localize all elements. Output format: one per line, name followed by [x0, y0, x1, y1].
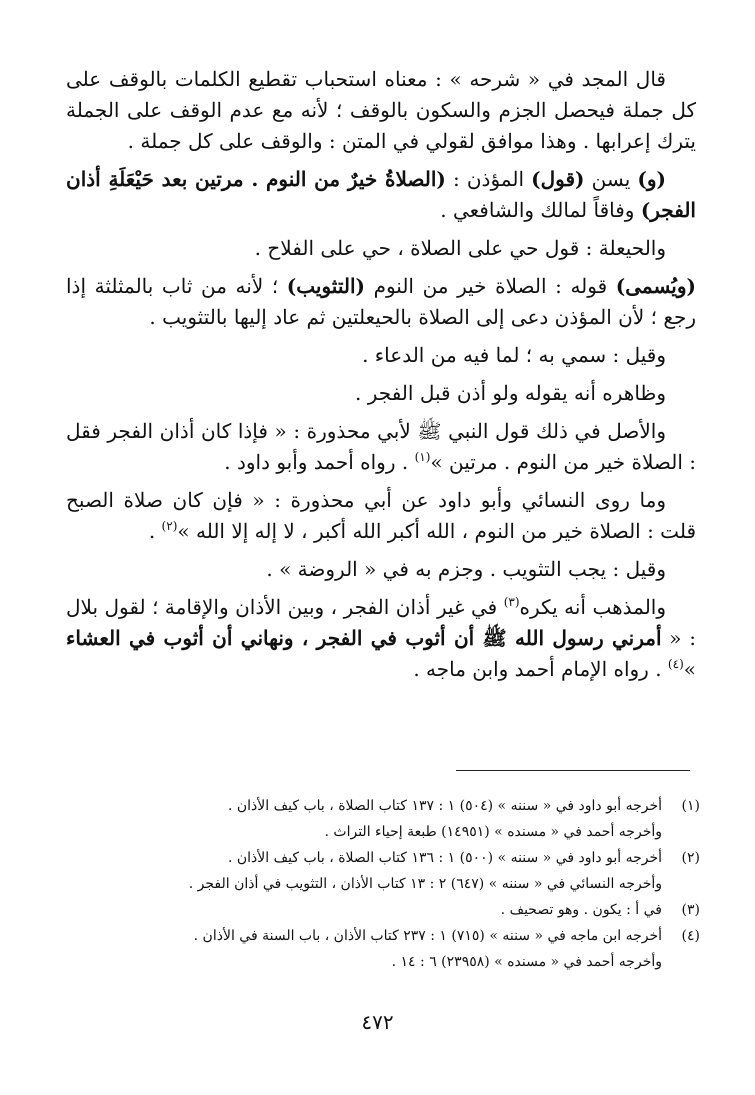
paragraph-text: في غير أذان الفجر ، وبين الأذان والإقامة ؛ لقول بلال : «	[66, 595, 696, 650]
main-text	[66, 64, 696, 692]
footnote-4	[120, 923, 700, 975]
paragraph-text: والحيعلة : قول حي على الصلاة ، حي على الفلاح .	[254, 236, 666, 260]
footnote-line: وأخرجه أحمد في « مسنده » (١٤٩٥١) طبعة إحياء التراث .	[324, 824, 662, 840]
footnote-number: (١)	[681, 798, 700, 814]
footnote-2	[120, 845, 700, 897]
page-number: ٤٧٢	[361, 1010, 394, 1034]
footnote-number: (٣)	[681, 902, 700, 918]
paragraph-text: ؛ لأنه من ثاب بالمثلثة إذا رجع ؛ لأن المؤذن دعى إلى الصلاة بالحيعلتين ثم عاد إليها بالتثويب .	[66, 274, 696, 329]
footnote-reference[interactable]: (١)	[414, 450, 431, 464]
footnote-reference[interactable]: (٤)	[667, 657, 684, 671]
bold-term: (قول)	[531, 167, 585, 191]
paragraph-text: . رواه الإمام أحمد وابن ماجه .	[413, 657, 668, 681]
paragraph-text: والمذهب أنه يكره	[519, 595, 666, 619]
footnote-divider	[456, 770, 690, 771]
paragraph-text: قوله : الصلاة خير من النوم	[364, 274, 616, 298]
footnote-line: أخرجه أبو داود في « سننه » (٥٠٤) ١ : ١٣٧ كتاب الصلاة ، باب كيف الأذان .	[227, 798, 662, 814]
footnote-body	[120, 845, 662, 897]
footnote-line: أخرجه أبو داود في « سننه » (٥٠٠) ١ : ١٣٦ كتاب الصلاة ، باب كيف الأذان .	[227, 850, 662, 866]
footnote-number: (٢)	[681, 850, 700, 866]
paragraph-text: المؤذن :	[445, 167, 532, 191]
bold-term: (ويُسمى)	[615, 274, 696, 298]
paragraph-4	[66, 271, 696, 333]
paragraph-text: وما روى النسائي وأبو داود عن أبي محذورة : « فإن كان صلاة الصبح قلت : الصلاة خير من النوم ، الله أكبر الله أكبر ، لا إله إلا الله »	[66, 488, 696, 543]
footnote-3	[120, 897, 700, 923]
paragraph-text: وظاهره أنه يقوله ولو أذن قبل الفجر .	[355, 381, 666, 405]
bold-quote: أمرني رسول الله ﷺ أن أثوب في الفجر ، ونهاني أن أثوب في العشاء	[66, 626, 662, 650]
paragraph-5	[66, 340, 696, 371]
paragraph-text: وفاقاً لمالك والشافعي .	[440, 198, 641, 222]
footnote-number: (٤)	[681, 928, 700, 944]
paragraph-10	[66, 592, 696, 685]
paragraph-6	[66, 378, 696, 409]
paragraph-1	[66, 64, 696, 157]
paragraph-text: .	[148, 519, 162, 543]
footnote-body	[120, 923, 662, 975]
footnote-reference[interactable]: (٣)	[503, 595, 520, 609]
paragraph-9	[66, 554, 696, 585]
paragraph-3	[66, 233, 696, 264]
bold-term: (التثويب)	[286, 274, 365, 298]
paragraph-2	[66, 164, 696, 226]
bold-term: (و)	[637, 167, 666, 191]
paragraph-text: والأصل في ذلك قول النبي ﷺ لأبي محذورة : « فإذا كان أذان الفجر فقل : الصلاة خير من النوم . مرتين »	[66, 419, 696, 474]
footnote-reference[interactable]: (٢)	[161, 519, 178, 533]
paragraph-text: »	[683, 657, 696, 681]
footnotes	[120, 793, 700, 975]
footnote-body	[120, 793, 662, 845]
footnote-line: وأخرجه النسائي في « سننه » (٦٤٧) ٢ : ١٣ كتاب الأذان ، التثويب في أذان الفجر .	[188, 876, 662, 892]
paragraph-text: . رواه أحمد وأبو داود .	[224, 450, 415, 474]
paragraph-8	[66, 485, 696, 547]
paragraph-text: وقيل : سمي به ؛ لما فيه من الدعاء .	[362, 343, 666, 367]
paragraph-text: يسن	[584, 167, 638, 191]
paragraph-text: قال المجد في « شرحه » : معناه استحباب تقطيع الكلمات بالوقف على كل جملة فيحصل الجزم والسكون بالوقف ؛ لأنه مع عدم الوقف على الجملة يترك إعرابها . وهذا موافق لقولي في المتن : والوقف على كل جملة .	[66, 67, 696, 153]
footnote-line: في أ : يكون . وهو تصحيف .	[500, 902, 662, 918]
bold-term: (الصلاةُ خيرٌ من النوم . مرتين بعد حَيْعَلَةِ أذان الفجر)	[66, 167, 696, 222]
paragraph-text: وقيل : يجب التثويب . وجزم به في « الروضة » .	[266, 557, 666, 581]
footnote-body	[120, 897, 662, 923]
footnote-line: أخرجه ابن ماجه في « سننه » (٧١٥) ١ : ٢٣٧ كتاب الأذان ، باب السنة في الأذان .	[193, 928, 662, 944]
footnote-line: وأخرجه أحمد في « مسنده » (٢٣٩٥٨) ٦ : ١٤ .	[391, 954, 662, 970]
paragraph-7	[66, 416, 696, 478]
footnote-1	[120, 793, 700, 845]
